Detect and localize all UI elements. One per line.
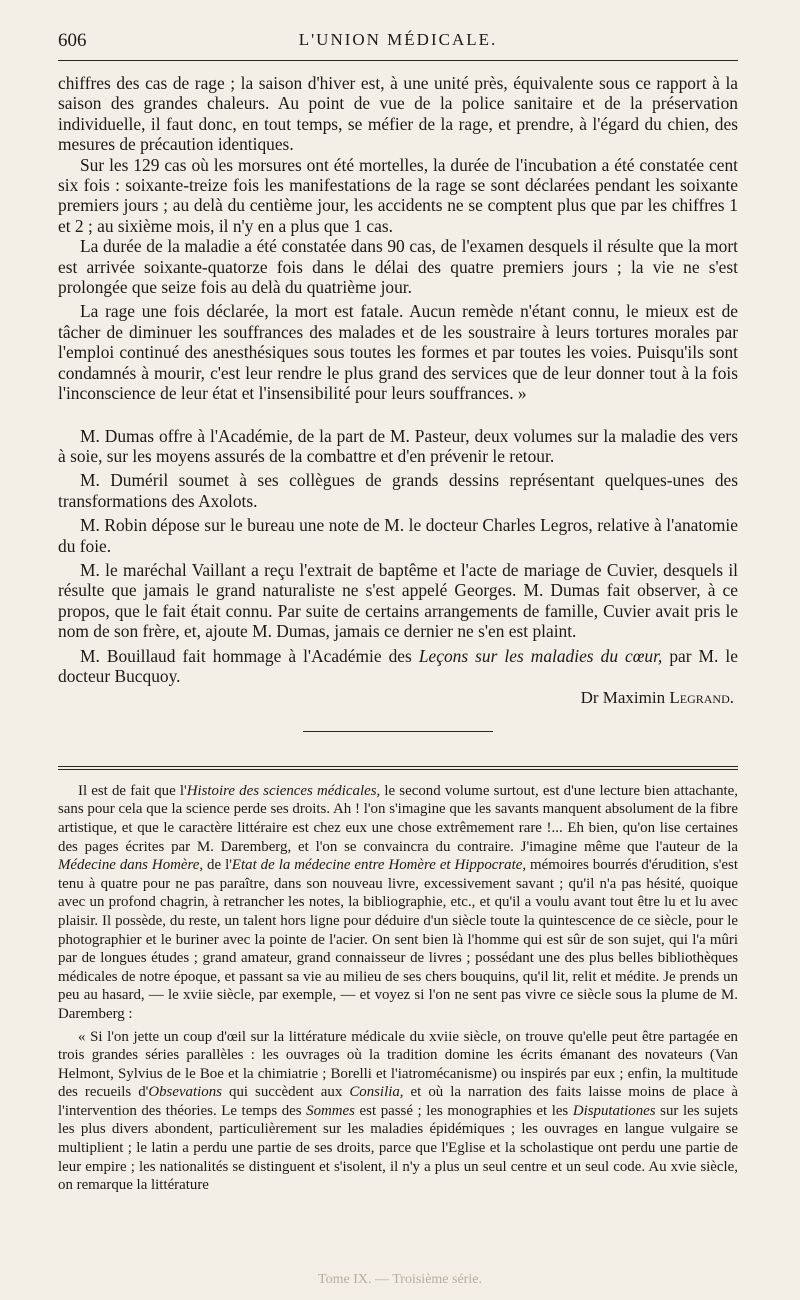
paragraph	[58, 782, 738, 1024]
book-title: Leçons sur les maladies du cœur,	[418, 645, 663, 666]
paragraph: M. le maréchal Vaillant a reçu l'extrait de baptême et l'acte de mariage de Cuvier, desquels il résulte que jamais le grand naturaliste ne s'est appelé Georges. M. Dumas fait observer, à ce propos, que le fait était connu. Par suite de certains arrangements de famille, Cuvier avait pris le nom de son frère, et, ajoute M. Dumas, jamais ce dernier ne s'en est plaint.	[58, 559, 738, 642]
page-header	[58, 28, 738, 61]
text-run: est passé ; les monographies et les	[354, 1102, 573, 1119]
signature	[58, 688, 738, 708]
short-rule	[303, 731, 493, 732]
feuilleton-rule	[58, 766, 738, 770]
paragraph: La durée de la maladie a été constatée dans 90 cas, de l'examen desquels il résulte que la mort est arrivée soixante-quatorze fois dans le délai des quatre premiers jours ; la vie ne s'est prolongée que seize fois au delà du quatrième jour.	[58, 236, 738, 298]
text-run: M. Bouillaud fait hommage à l'Académie des	[80, 645, 412, 666]
show-through-footer: Tome IX. — Troisième série.	[318, 1272, 482, 1287]
paragraph	[58, 646, 738, 687]
paragraph: Sur les 129 cas où les morsures ont été mortelles, la durée de l'incubation a été constatée cent six fois : soixante-treize fois les manifestations de la rage se sont déclarées pendant les soixante premiers jours ; au delà du centième jour, les accidents ne se comptent plus que par les chiffres 1 et 2 ; au sixième mois, il n'y en a plus que 1 cas.	[58, 154, 738, 236]
italic-term: Consilia,	[349, 1084, 404, 1101]
text-run: Il est de fait que l'	[78, 782, 187, 799]
book-title: Etat de la médecine entre Homère et Hippocrate,	[231, 857, 527, 874]
feuilleton-text	[58, 782, 738, 1195]
paragraph: La rage une fois déclarée, la mort est fatale. Aucun remède n'étant connu, le mieux est de tâcher de diminuer les souffrances des malades et de les soustraire à leurs tortures morales par l'emploi continué des anesthésiques sous toutes les formes et par toutes les voies. Puisqu'ils sont condamnés à mourir, c'est leur rendre le plus grand des services que de leur donner tout à la fois l'inconscience de leur état et l'insensibilité pour leurs souffrances. »	[58, 301, 738, 404]
book-title: Histoire des sciences médicales,	[186, 782, 381, 799]
text-run: et où la narration des faits laisse moins de place à l'intervention des théories. Le temps des	[58, 1084, 738, 1119]
italic-term: Disputationes	[572, 1102, 656, 1119]
text-run: qui succèdent aux	[221, 1084, 350, 1101]
text-run: sur les sujets les plus divers abondent, particulièrement sur les maladies épidémiques ; les ouvrages en langue vulgaire se multiplient ; le latin a perdu une partie de ses droits, parce que l'Eglise et la scholastique ont perdu une partie de leur empire ; les nationalités se distinguent et s'isolent, il n'y a plus un seul centre et un seul code. Au xvie siècle, on remarque la littérature	[58, 1102, 738, 1194]
text-run: « Si l'on jette un coup d'œil sur la littérature médicale du xviie siècle, on trouve qu'elle peut être partagée en trois grandes séries parallèles : les ouvrages où la tradition domine les écrits émanant des novateurs (Van Helmont, Sylvius de le Boe et la chimiatrie ; Borelli et l'iatromécanisme) ou inspirés par eux ; enfin, la multitude des recueils d'	[58, 1028, 738, 1101]
quotation	[58, 1028, 738, 1195]
page	[58, 28, 738, 1195]
paragraph: chiffres des cas de rage ; la saison d'hiver est, à une unité près, équivalente sous ce rapport à la saison des grandes chaleurs. Au point de vue de la police sanitaire et de la préservation individuelle, il faut donc, en tout temps, se méfier de la rage, et prendre, à l'égard du chien, des mesures de précaution identiques.	[58, 73, 738, 155]
book-title: Médecine dans Homère,	[58, 857, 204, 874]
text-run: le second volume surtout, est d'une lecture bien attachante, sans pour cela que la science perde ses droits. Ah ! l'on s'imagine que les savants manquent absolument de la fibre artistique, et que le caractère littéraire est chez eux une chose extrêmement rare !... Eh bien, qu'on lise certaines des pages écrites par M. Daremberg, et l'on se convaincra du contraire. J'imagine même que l'auteur de la	[58, 782, 738, 855]
main-text	[58, 73, 738, 709]
signature-prefix: Dr Maximin	[580, 688, 666, 708]
italic-term: Obsevations	[148, 1084, 222, 1101]
paragraph: M. Duméril soumet à ses collègues de grands dessins représentant quelques-unes des transformations des Axolots.	[58, 470, 738, 511]
running-title: L'UNION MÉDICALE.	[298, 30, 498, 49]
page-number: 606	[58, 30, 87, 51]
paragraph: M. Dumas offre à l'Académie, de la part de M. Pasteur, deux volumes sur la maladie des vers à soie, sur les moyens assurés de la combattre et d'en prévenir le retour.	[58, 425, 738, 466]
text-run: mémoires bourrés d'érudition, s'est tenu à quatre pour ne pas paraître, dans son nouveau livre, excessivement savant ; qu'il n'a pas hésité, quoique avec un profond chagrin, à retrancher les notes, la bibliographie, etc., et qu'il a voulu avant tout être lu et lu avec plaisir. Il possède, du reste, un talent hors ligne pour déduire d'un siècle toute la quintescence de ce siècle, pour le photographier et le buriner avec la pointe de l'acier. On sent bien là l'homme qui est sûr de son sujet, qui l'a mûri par de longues études ; grand amateur, grand connaisseur de livres ; possédant une des plus belles bibliothèques médicales de notre époque, et passant sa vie au milieu de ses chers bouquins, qu'il lit, relit et médite. Je prends un peu au hasard, — le xviie siècle, par exemple, — et voyez si l'on ne sent pas vivre ce siècle sous la plume de M. Daremberg :	[58, 857, 738, 1022]
text-run: de l'	[203, 857, 232, 874]
paragraph: M. Robin dépose sur le bureau une note de M. le docteur Charles Legros, relative à l'anatomie du foie.	[58, 515, 738, 556]
signature-name: Legrand.	[669, 688, 734, 708]
text-run: par M. le docteur Bucquoy.	[58, 645, 738, 686]
italic-term: Sommes	[306, 1102, 355, 1119]
